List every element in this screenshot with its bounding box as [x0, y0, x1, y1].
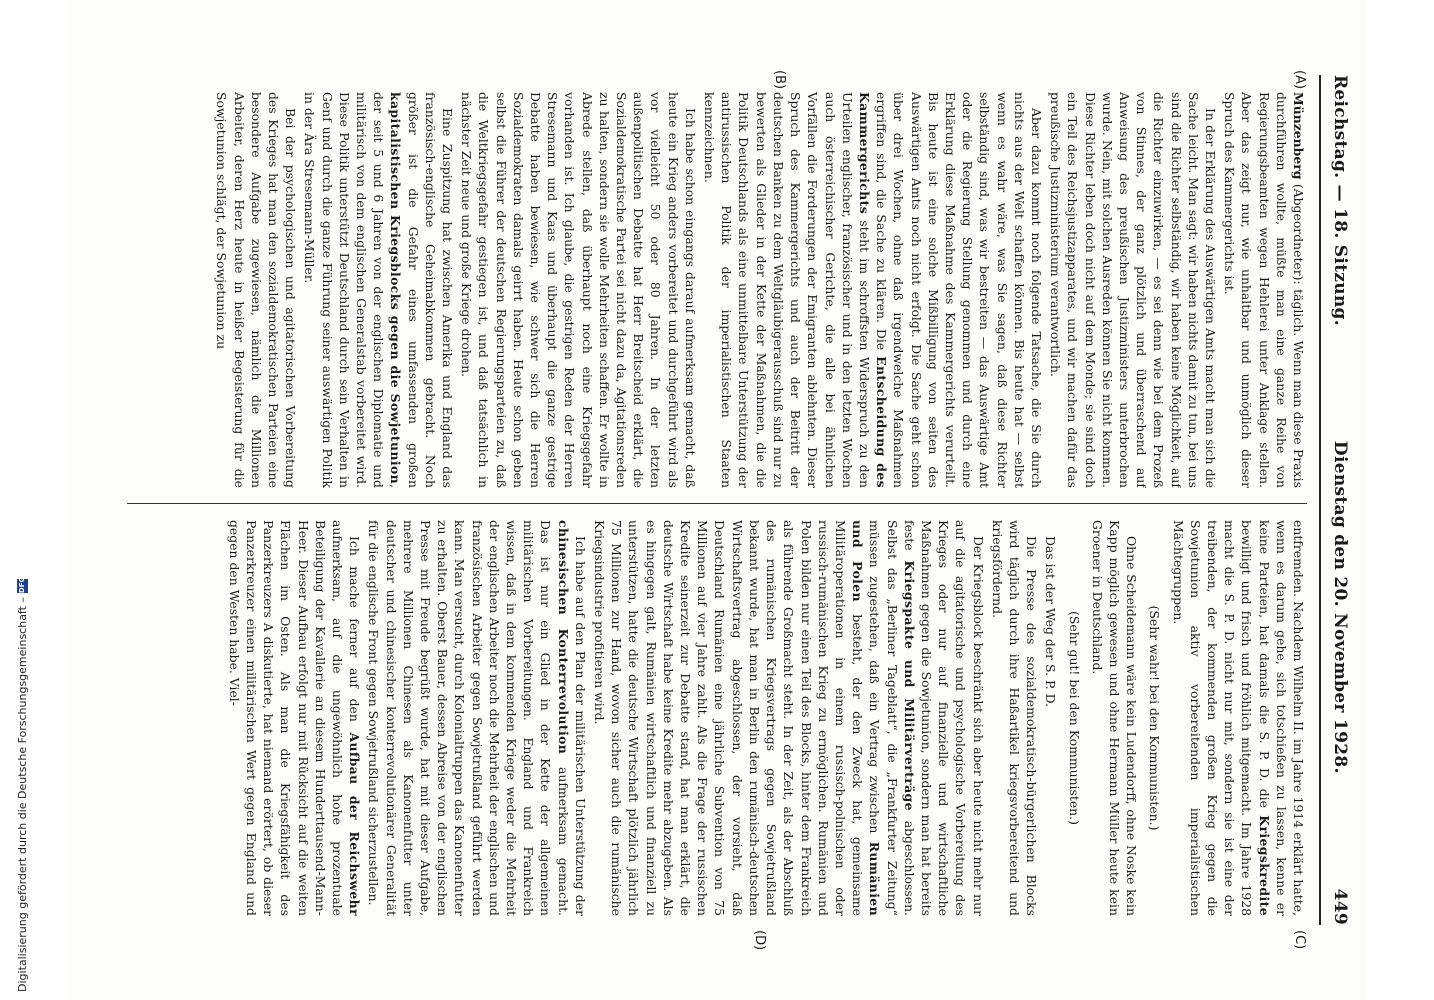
- paragraph-text: aufmerksam, auf die ungewöhnlich hohe prozentuale Beteiligung der Kavallerie an diesem Hunderttausend-Mann-Heer. Dieser Aufbau erfolgt nur mit Rücksicht auf die weiten Flächen im Osten. Als man die Kriegsfähigkeit des Panzerkreuzers A diskutierte, hat niemand erörtert, ob dieser Panzerkreuzer einen militärischen Wert gegen England und gegen den Westen habe. Viel-: [226, 520, 346, 916]
- paragraph-text: Die: [874, 322, 890, 357]
- watermark-text: Digitalisierung gefördert durch die Deutsche Forschungsgemeinschaft –: [16, 597, 29, 992]
- column-divider: [127, 503, 1307, 504]
- paragraph: [701, 92, 1045, 488]
- emphasis: Rumänien und Polen: [850, 520, 883, 916]
- margin-marker-c: (C): [1292, 930, 1307, 950]
- paragraph-text: abgeschlossen. Selbst das „Berliner Tageblatt“, die „Frankfurter Zeitung“ müssen zugestehen, daß ein Vertrag zwischen: [867, 520, 917, 916]
- speaker-name: Münzenberg: [1291, 92, 1306, 180]
- paragraph-text: , der seit 5 und 6 Jahren von der englischen Diplomatie und militärisch von dem englischen Generalstab vorbereitet wird. Diese Politik unterstützt Deutschland durch sein Verhalten in Genf und durch die ganze Führung seiner auswärtigen Politik in der Ära Stresemann-Müller.: [302, 92, 404, 488]
- paragraph-text: Eine Zuspitzung hat zwischen Amerika und England das französisch-englische Geheimabkommen gebracht. Noch größer ist die Gefahr eines umfassenden großen: [405, 92, 456, 488]
- emphasis: kapitalistischen Kriegsblocks gegen die Sowjetunion: [388, 92, 404, 485]
- paragraph: Bei der psychologischen und agitatorischen Vorbereitung des Krieges hat man den sozialdemokratischen Parteien eine besondere Aufgabe zugewiesen, nämlich die Millionen Arbeiter, deren Herz heute in heißer Begeisterung für die Sowjetunion schlägt, der Sowjetunion zu: [214, 92, 299, 488]
- newspaper-page: [67, 0, 1367, 1000]
- margin-marker-d: (D): [752, 930, 767, 951]
- emphasis: Aufbau der Reichswehr: [347, 732, 363, 916]
- header-rule: [1319, 75, 1321, 925]
- paragraph: Das ist der Weg der S. P. D.: [1043, 536, 1059, 708]
- emphasis: Kriegskredite: [1256, 815, 1272, 916]
- interjection: (Sehr wahr! bei den Kommunisten.): [1147, 605, 1163, 831]
- right-column: [127, 520, 1307, 916]
- emphasis: Kriegspakte und Militärverträge: [901, 560, 917, 811]
- paragraph-text: bewilligt und frisch und fröhlich mitgemacht. Im Jahre 1928 macht die S. P. D. nicht nur mit, sondern sie ist eine der treibenden, der kommenden großen Krieg gegen die Sowjetunion aktiv vorbereitenden imperialistischen Mächtegruppen.: [1170, 520, 1255, 916]
- watermark: [0, 0, 29, 1000]
- left-column: [127, 92, 1307, 488]
- interjection: (Sehr gut! bei den Kommunisten.): [1066, 611, 1082, 825]
- paragraph: In der Erklärung des Auswärtigen Amts macht man sich die Sache leicht. Man sagt: wir haben nichts damit zu tun, bei uns sind die Richter selbständig, wir haben keine Möglichkeit, auf die Richter einzuwirken, — es sei denn wie bei dem Prozeß von Stinnes, der ganz plötzlich und überraschend auf Anweisung des preußischen Justizministers unterbrochen wurde. Nein, mit solchen Ausreden können Sie nicht kommen. Diese Richter leben doch nicht auf dem Monde; sie sind doch ein Teil des Reichsjustizapparates, und wir machen dafür das preußische Justizministerium verantwortlich.: [1048, 92, 1218, 488]
- paragraph-text: Ich mache ferner auf den: [347, 536, 363, 733]
- paragraph-text: aufmerksam gemacht. Das ist nur ein Glied in der Kette der allgemeinen militärischen Vorbereitungen. England und Frankreich wissen, daß in dem kommenden Kriege weder die Mehrheit der englischen Arbeiter noch die Mehrheit der englischen und französischen Arbeiter gegen Sowjetrußland geführt werden kann. Man versucht, durch Kolonialtruppen das Kanonenfutter zu erhalten. Oberst Bauer, dessen Abreise von der englischen Presse mit Freude begrüßt wurde, hat mit dieser Aufgabe, mehrere Millionen Chinesen als Kanonenfutter unter deutscher und chinesischer konterrevolutionärer Generalität für die englische Front gegen Sowjetrußland sicherzustellen.: [366, 520, 571, 916]
- page-number: 449: [1330, 888, 1350, 925]
- paragraph: Ohne Scheidemann wäre kein Ludendorff, ohne Noske kein Kapp möglich gewesen und ohne Hermann Müller heute kein Groener in Deutschland.: [1089, 520, 1140, 916]
- paragraph: [1169, 520, 1307, 916]
- paragraph: [365, 520, 589, 916]
- margin-marker-a: (A): [1292, 70, 1307, 90]
- emphasis: Entscheidung des Kammergerichts: [856, 92, 890, 488]
- emphasis: chinesischen Konterrevolution: [555, 520, 571, 755]
- header-left: Reichstag. — 18. Sitzung.: [1330, 75, 1350, 326]
- paragraph-text: Ich habe auf den Plan der militärischen Unterstützung der: [572, 536, 588, 916]
- paragraph-text: täglich. Wenn man diese Praxis durchführen wollte, müßte man eine ganze Reihe von Regierungsbeamten wegen Hehlerei unter Anklage stellen. Aber das zeigt nur, wie unhaltbar und unmöglich dieser Spruch des Kammergerichts ist.: [1222, 92, 1306, 488]
- paragraph: Die Presse des sozialdemokratisch-bürgerlichen Blocks wird täglich durch ihre Haßartikel kriegsvorbereitend und kriegsfördernd.: [989, 520, 1040, 916]
- paragraph: [591, 520, 987, 916]
- dfg-logo: DFG: [18, 576, 26, 594]
- speaker-note: (Abgeordneter):: [1291, 179, 1306, 285]
- paragraph: [1221, 92, 1307, 488]
- paragraph-text: besteht, der den Zweck hat, gemeinsame Militäroperationen in einem russisch-polnischen oder russisch-rumänischen Krieg zu ermöglichen. Rumänien und Polen bilden nur einen Teil des Blocks, hinter dem Frankreich als führende Großmacht steht. In der Zeit, als der Abschluß des rumänischen Kriegsvertrags gegen Sowjetrußland bekannt wurde, hat man in Berlin den rumänisch-deutschen Wirtschaftsvertrag abgeschlossen, der vorsieht, daß Deutschland Rumänien eine jährliche Subvention von 75 Millionen auf vier Jahre zahlt. Als die Frage der russischen Kredite seinerzeit zur Debatte stand, hat man erklärt, die deutsche Wirtschaft habe keine Kredite mehr abzugeben. Als es hingegen galt, Rumänien wirtschaftlich und finanziell zu unterstützen, hatte die deutsche Wirtschaft plötzlich jährlich 75 Millionen zur Hand, wovon sicher auch die rumänische Kriegsindustrie profitieren wird.: [592, 520, 866, 916]
- paragraph-text: Der Kriegsblock beschränkt sich aber heute nicht mehr nur auf die agitatorische und psychologische Vorbereitung des Krieges oder nur auf finanzielle und wirtschaftliche Maßnahmen gegen die Sowjetunion, sondern man hat bereits feste: [901, 520, 986, 916]
- paragraph: Ich habe schon eingangs darauf aufmerksam gemacht, daß heute ein Krieg anders vorbereitet und durchgeführt wird als vor vielleicht 50 oder 80 Jahren. In der letzten außenpolitischen Debatte hat Herr Breitscheid erklärt, die Sozialdemokratische Partei sei nicht dazu da, Agitationsreden zu halten, sondern sie wolle Mehrheiten schaffen. Er wollte in Abrede stellen, daß überhaupt noch eine Kriegsgefahr vorhanden ist. Ich glaube, die gestrigen Reden der Herren Stresemann und Kaas und überhaupt die ganze gestrige Debatte haben bewiesen, wie schwer sich die Herren Sozialdemokraten damals geirrt haben. Heute schon geben selbst die Führer der deutschen Regierungsparteien zu, daß die Weltkriegsgefahr gestiegen ist, und daß tatsächlich in nächster Zeit neue und große Kriege drohen.: [459, 92, 698, 488]
- paragraph-text: steht im schroffsten Widerspruch zu den Urteilen englischer, französischer und in den letzten Wochen auch österreichischer Gerichte, die alle bei ähnlichen Vorfällen die Forderungen der Emigranten ablehnten. Dieser Spruch des Kammergerichts und auch der Beitritt der deutschen Banken zu dem Weltgläubigerausschuß sind nur zu bewerten als Glieder in der Kette der Maßnahmen, die die Politik Deutschlands als eine unmittelbare Unterstützung der antirussischen Politik der imperialistischen Staaten kennzeichnen.: [702, 92, 872, 488]
- header-date: Dienstag den 20. November 1928.: [1330, 440, 1350, 774]
- paragraph: [301, 92, 456, 488]
- paragraph: [226, 520, 364, 916]
- page-header: [1325, 75, 1355, 925]
- margin-marker-b: (B): [772, 70, 787, 90]
- paragraph-text: entfremden. Nachdem Wilhelm II. im Jahre 1914 erklärt hatte, wenn es darum gehe, sich totschießen zu lassen, kenne er keine Parteien, hat damals die S. P. D. die: [1256, 520, 1306, 916]
- paragraph-text: Aber dazu kommt noch folgende Tatsache, die Sie durch nichts aus der Welt schaffen können. Bis heute hat — selbst wenn es wahr wäre, was Sie sagen, daß diese Richter selbständig sind, was wir bestreiten — das Auswärtige Amt oder die Regierung Stellung genommen und durch eine Erklärung diese Maßnahme des Kammergerichts verurteilt. Bis heute ist eine solche Mißbilligung von seiten des Auswärtigen Amts noch nicht erfolgt. Die Sache geht schon über drei Wochen, ohne daß irgendwelche Maßnahmen ergriffen sind, die Sache zu klären.: [874, 92, 1044, 488]
